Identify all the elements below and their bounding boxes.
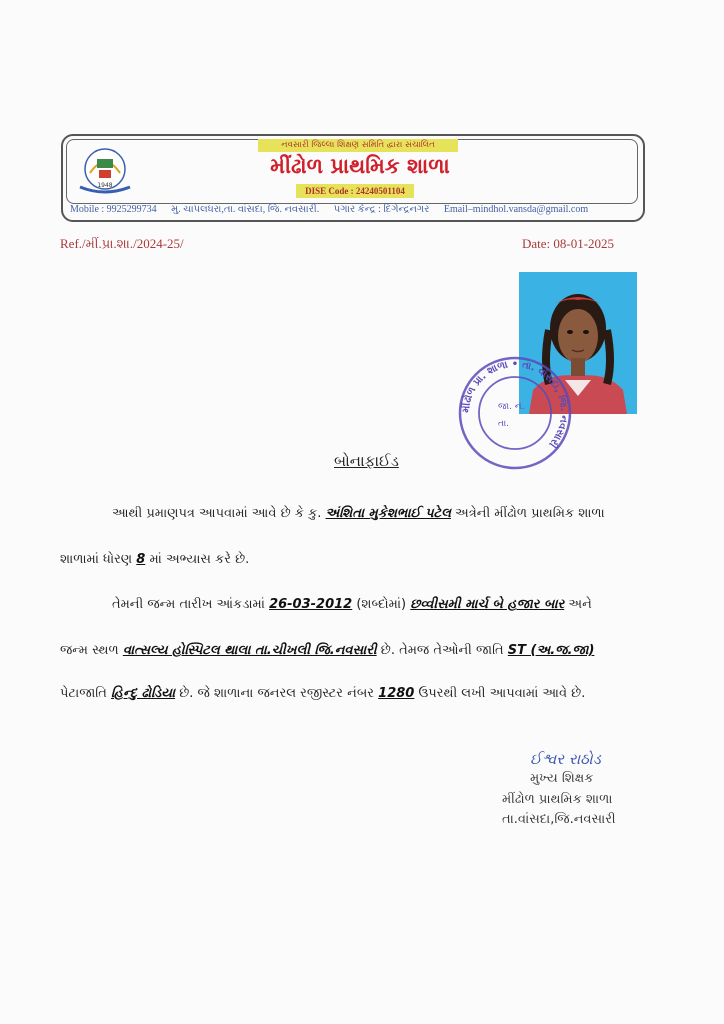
standard-number: 8 xyxy=(136,552,146,567)
email-address: Email–mindhol.vansda@gmail.com xyxy=(443,204,589,215)
text-segment: જન્મ સ્થળ xyxy=(60,643,119,658)
text-segment: છે. જે શાળાના જનરલ રજીસ્ટર નંબર xyxy=(179,686,375,701)
body-line-1 xyxy=(112,506,605,521)
register-number: 1280 xyxy=(378,686,415,701)
text-segment: છે. તેમજ તેઓની જાતિ xyxy=(380,643,504,658)
student-name: અંશિતા મુકેશભાઈ પટેલ xyxy=(325,506,451,521)
issue-date: Date: 08-01-2025 xyxy=(522,236,615,251)
school-stamp xyxy=(456,354,574,472)
text-segment: માં અભ્યાસ કરે છે. xyxy=(149,552,250,567)
mobile-number: Mobile : 9925299734 xyxy=(70,204,157,215)
body-line-5 xyxy=(60,686,585,701)
school-name: મીંઢોળ પ્રાથમિક શાળા xyxy=(270,153,450,178)
pay-center: પગાર કેન્દ્ર : દિગેન્દ્રનગર xyxy=(333,204,430,215)
text-segment: (શબ્દોમાં) xyxy=(356,597,407,612)
text-segment: અને xyxy=(568,597,592,612)
caste: ST (અ.જ.જા) xyxy=(507,643,595,658)
school-logo-icon xyxy=(76,143,134,199)
text-segment: તેમની જન્મ તારીખ આંકડામાં xyxy=(112,597,265,612)
signatory-designation: મુખ્ય શિક્ષક xyxy=(530,771,594,786)
sub-caste: હિન્દુ ઢોડિયા xyxy=(110,686,176,701)
text-segment: પેટાજાતિ xyxy=(60,686,107,701)
birth-date-digits: 26-03-2012 xyxy=(269,597,353,612)
dise-code: DISE Code : 24240501104 xyxy=(296,184,414,198)
text-segment: આથી પ્રમાણપત્ર આપવામાં આવે છે કે કુ. xyxy=(112,506,322,521)
certificate-title: બોનાફાઈડ xyxy=(334,452,399,470)
birth-date-words: છવ્વીસમી માર્ચ બે હજાર બાર xyxy=(410,597,565,612)
text-segment: શાળામાં ધોરણ xyxy=(60,552,133,567)
stamp-line-1: જા. નં. xyxy=(498,402,525,412)
signatory-place: તા.વાંસદા,જિ.નવસારી xyxy=(502,812,616,827)
body-line-3 xyxy=(112,597,592,612)
stamp-line-2: તા. xyxy=(498,419,510,429)
society-banner: નવસારી જિલ્લા શિક્ષણ સમિતિ દ્વારા સંચાલિત xyxy=(258,139,458,152)
text-segment: અત્રેની મીંઢોળ પ્રાથમિક શાળા xyxy=(455,506,605,521)
text-segment: ઉપરથી લખી આપવામાં આવે છે. xyxy=(418,686,586,701)
contact-line xyxy=(70,204,636,215)
birth-place: વાત્સલ્ય હોસ્પિટલ થાલા તા.ચીખલી જિ.નવસારી xyxy=(122,643,377,658)
reference-number: Ref./મીં.પ્રા.શા./2024-25/ xyxy=(60,236,184,251)
logo-year: 1948 xyxy=(97,182,113,189)
body-line-2 xyxy=(60,552,249,567)
signatory-school: મીંઢોળ પ્રાથમિક શાળા xyxy=(502,792,613,807)
signature: ઈશ્વર રાઠોડ xyxy=(530,750,601,768)
stamp-ring-text: મીંઢોળ પ્રા. શાળા • તા. વાંસદા, જિ. નવસારી xyxy=(460,358,570,450)
body-line-4 xyxy=(60,643,594,658)
address: મુ. ચાપલધરા,તા. વાંસદા, જિ. નવસારી. xyxy=(171,204,320,215)
